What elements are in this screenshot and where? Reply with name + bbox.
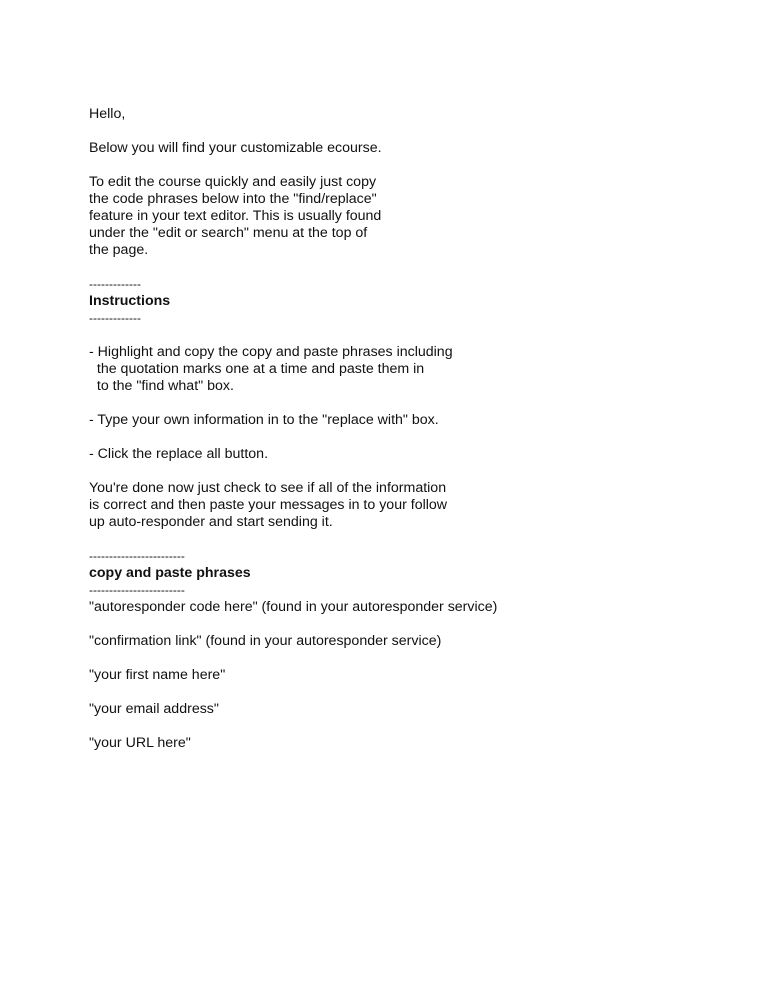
phrase-item bbox=[89, 701, 729, 718]
edit-paragraph bbox=[89, 174, 729, 259]
phrase-item bbox=[89, 599, 729, 616]
phrase-text: "autoresponder code here" (found in your autoresponder service) bbox=[89, 599, 498, 615]
phrase-item bbox=[89, 633, 729, 650]
closing-line: You're done now just check to see if all of the information bbox=[89, 480, 447, 496]
edit-line: To edit the course quickly and easily just copy bbox=[89, 174, 377, 190]
phrase-text: "your URL here" bbox=[89, 735, 191, 751]
instruction-step bbox=[89, 344, 729, 395]
instruction-step-line: - Highlight and copy the copy and paste phrases including bbox=[89, 344, 453, 360]
instruction-step bbox=[89, 446, 729, 463]
instructions-rule-top: ------------- bbox=[89, 277, 141, 291]
greeting bbox=[89, 106, 729, 123]
intro-text: Below you will find your customizable ecourse. bbox=[89, 140, 382, 156]
intro-paragraph bbox=[89, 140, 729, 157]
phrases-rule-bottom: ------------------------ bbox=[89, 583, 185, 597]
phrases-header bbox=[89, 548, 729, 599]
closing-line: is correct and then paste your messages in to your follow bbox=[89, 497, 448, 513]
instructions-header bbox=[89, 276, 729, 327]
instruction-step-line: - Click the replace all button. bbox=[89, 446, 269, 462]
phrase-text: "your email address" bbox=[89, 701, 219, 717]
instructions-rule-bottom: ------------- bbox=[89, 311, 141, 325]
edit-line: under the "edit or search" menu at the top of bbox=[89, 225, 368, 241]
instruction-step bbox=[89, 412, 729, 429]
phrase-item bbox=[89, 667, 729, 684]
instructions-closing bbox=[89, 480, 729, 531]
edit-line: the page. bbox=[89, 242, 149, 258]
instruction-step-line: to the "find what" box. bbox=[89, 378, 234, 394]
edit-line: feature in your text editor. This is usually found bbox=[89, 208, 382, 224]
phrases-rule-top: ------------------------ bbox=[89, 549, 185, 563]
phrases-heading: copy and paste phrases bbox=[89, 565, 251, 581]
document-page bbox=[89, 106, 729, 769]
instructions-heading: Instructions bbox=[89, 293, 171, 309]
instruction-step-line: the quotation marks one at a time and paste them in bbox=[89, 361, 425, 377]
phrase-text: "confirmation link" (found in your autoresponder service) bbox=[89, 633, 442, 649]
phrase-text: "your first name here" bbox=[89, 667, 226, 683]
edit-line: the code phrases below into the "find/replace" bbox=[89, 191, 377, 207]
closing-line: up auto-responder and start sending it. bbox=[89, 514, 333, 530]
phrase-item bbox=[89, 735, 729, 752]
instruction-step-line: - Type your own information in to the "replace with" box. bbox=[89, 412, 439, 428]
greeting-text: Hello, bbox=[89, 106, 126, 122]
